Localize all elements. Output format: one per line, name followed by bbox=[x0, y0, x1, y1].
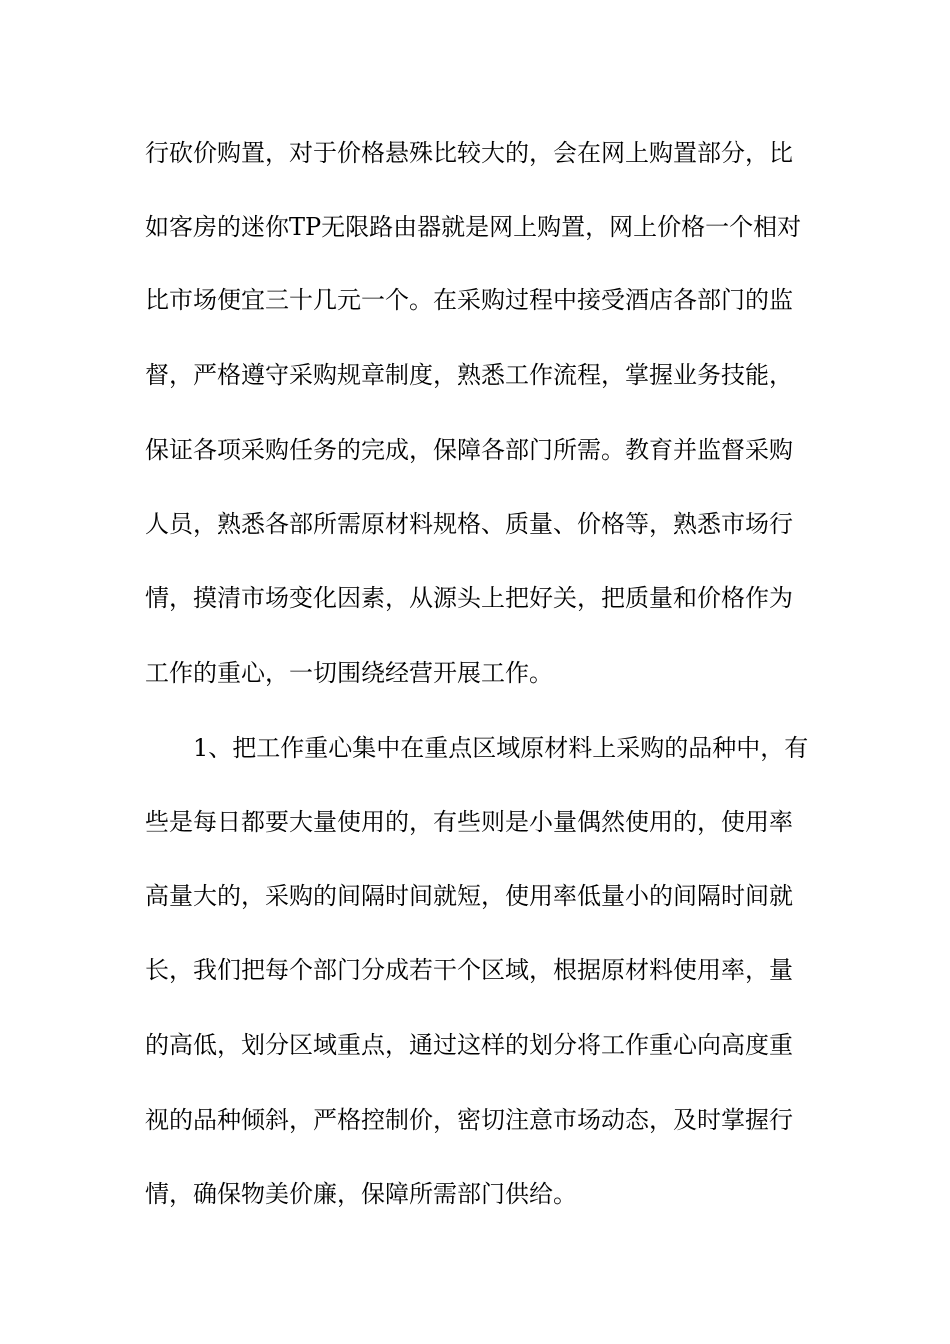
text-line: 工作的重心，一切围绕经营开展工作。 bbox=[145, 659, 553, 687]
text-line: 情，确保物美价廉，保障所需部门供给。 bbox=[145, 1180, 577, 1208]
text-line: 1、把工作重心集中在重点区域原材料上采购的品种中，有 bbox=[193, 734, 809, 762]
text-line: 的高低，划分区域重点，通过这样的划分将工作重心向高度重 bbox=[145, 1031, 793, 1059]
text-line: 长，我们把每个部门分成若干个区域，根据原材料使用率，量 bbox=[145, 956, 793, 984]
text-line: 高量大的，采购的间隔时间就短，使用率低量小的间隔时间就 bbox=[145, 882, 793, 910]
text-line: 情，摸清市场变化因素，从源头上把好关，把质量和价格作为 bbox=[145, 584, 793, 612]
text-line: 保证各项采购任务的完成，保障各部门所需。教育并监督采购 bbox=[145, 436, 793, 464]
text-line: 些是每日都要大量使用的，有些则是小量偶然使用的，使用率 bbox=[145, 808, 793, 836]
text-line: 如客房的迷你TP无限路由器就是网上购置，网上价格一个相对 bbox=[145, 213, 802, 241]
text-line: 行砍价购置，对于价格悬殊比较大的，会在网上购置部分，比 bbox=[145, 139, 793, 167]
text-line: 督，严格遵守采购规章制度，熟悉工作流程，掌握业务技能， bbox=[145, 361, 793, 389]
text-line: 视的品种倾斜，严格控制价，密切注意市场动态，及时掌握行 bbox=[145, 1106, 793, 1134]
text-line: 人员，熟悉各部所需原材料规格、质量、价格等，熟悉市场行 bbox=[145, 510, 793, 538]
text-line: 比市场便宜三十几元一个。在采购过程中接受酒店各部门的监 bbox=[145, 286, 793, 314]
